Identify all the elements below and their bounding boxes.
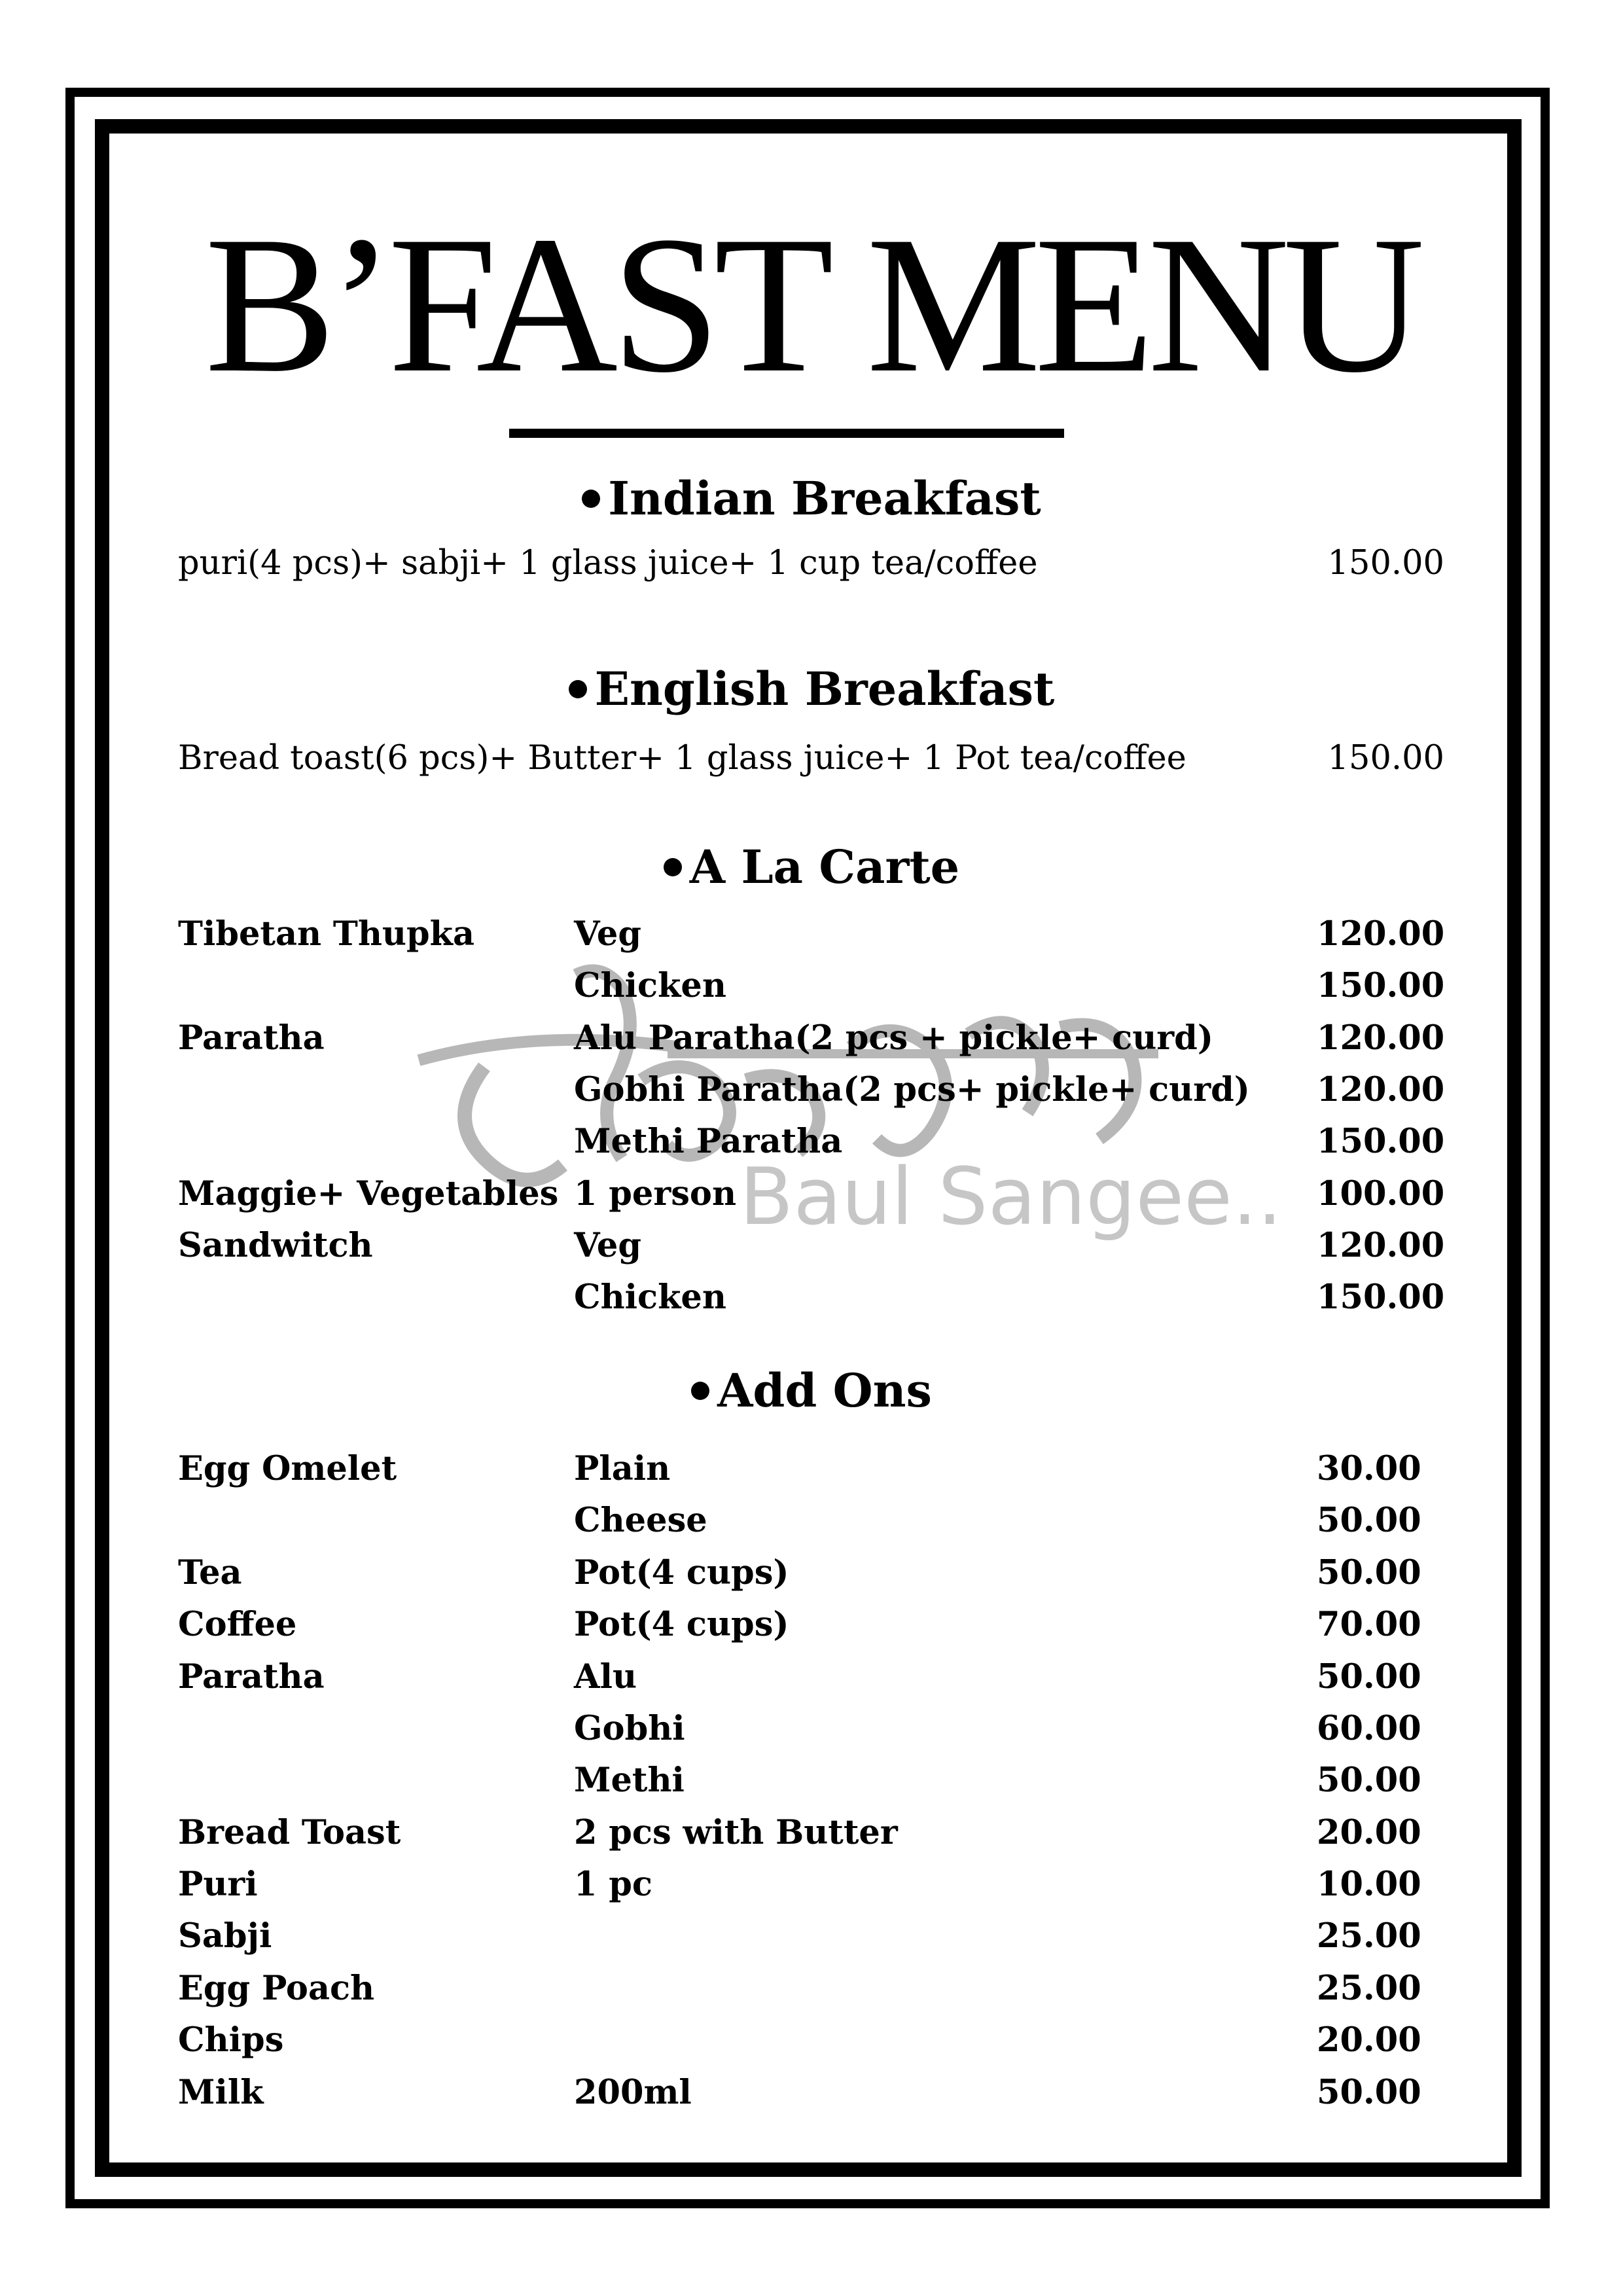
item-price: 150.00 [1317, 966, 1445, 1005]
menu-row [178, 1651, 1444, 1702]
item-variant: Chicken [574, 966, 726, 1005]
item-price: 150.00 [1317, 1122, 1445, 1161]
menu-row [178, 1963, 1444, 2014]
item-name: Milk [178, 2073, 264, 2112]
item-name: Chips [178, 2020, 284, 2060]
menu-row [178, 1547, 1444, 1598]
item-name: Egg Omelet [178, 1449, 397, 1488]
item-name: Coffee [178, 1605, 297, 1644]
item-variant: Plain [574, 1449, 671, 1488]
item-variant: 200ml [574, 2073, 692, 2112]
menu-row [178, 1013, 1444, 1064]
section-heading-english [0, 663, 1623, 715]
combo-row-english [178, 736, 1444, 781]
menu-row [178, 1703, 1444, 1754]
item-price: 60.00 [1317, 1709, 1421, 1748]
section-heading-indian [0, 473, 1623, 525]
section-heading-label: English Breakfast [594, 662, 1055, 716]
item-variant: 1 person [574, 1174, 737, 1213]
menu-row [178, 1807, 1444, 1858]
item-variant: Pot(4 cups) [574, 1553, 789, 1592]
bullet-icon [569, 680, 587, 698]
item-name: Puri [178, 1865, 258, 1904]
item-price: 50.00 [1317, 1761, 1421, 1800]
section-heading-label: A La Carte [689, 840, 960, 894]
item-price: 120.00 [1317, 1226, 1445, 1265]
menu-row [178, 1064, 1444, 1115]
item-variant: 2 pcs with Butter [574, 1813, 898, 1852]
menu-row [178, 908, 1444, 960]
item-price: 120.00 [1317, 1018, 1445, 1058]
item-price: 50.00 [1317, 1501, 1421, 1540]
item-name: Tibetan Thupka [178, 914, 475, 954]
item-price: 120.00 [1317, 1070, 1445, 1109]
menu-row [178, 2015, 1444, 2066]
item-price: 50.00 [1317, 2073, 1421, 2112]
menu-row [178, 1910, 1444, 1962]
menu-row [178, 1272, 1444, 1323]
item-price: 100.00 [1317, 1174, 1445, 1213]
item-variant: Cheese [574, 1501, 707, 1540]
item-price: 150.00 [1317, 1278, 1445, 1317]
menu-row [178, 960, 1444, 1011]
item-variant: Alu [574, 1657, 637, 1696]
section-heading-add-ons [0, 1365, 1623, 1417]
item-name: Bread Toast [178, 1813, 401, 1852]
item-variant: Veg [574, 1226, 641, 1265]
item-variant: Methi Paratha [574, 1122, 843, 1161]
combo-description: puri(4 pcs)+ sabji+ 1 glass juice+ 1 cup tea/coffee [178, 544, 1038, 583]
item-price: 30.00 [1317, 1449, 1421, 1488]
item-name: Paratha [178, 1657, 325, 1696]
bullet-icon [582, 490, 600, 508]
item-price: 20.00 [1317, 1813, 1421, 1852]
title-underline [509, 429, 1064, 438]
section-heading-label: Indian Breakfast [608, 471, 1041, 526]
item-variant: Gobhi [574, 1709, 685, 1748]
item-variant: Alu Paratha(2 pcs + pickle+ curd) [574, 1018, 1213, 1058]
item-price: 10.00 [1317, 1865, 1421, 1904]
combo-description: Bread toast(6 pcs)+ Butter+ 1 glass juice+ 1 Pot tea/coffee [178, 739, 1186, 778]
menu-row [178, 1220, 1444, 1271]
combo-price: 150.00 [1327, 544, 1444, 583]
bullet-icon [664, 858, 682, 876]
menu-row [178, 1443, 1444, 1494]
menu-row [178, 1168, 1444, 1219]
page-title: B’FAST MENU [204, 196, 1419, 413]
menu-row [178, 2067, 1444, 2118]
item-name: Paratha [178, 1018, 325, 1058]
item-price: 120.00 [1317, 914, 1445, 954]
section-heading-a-la-carte [0, 841, 1623, 893]
menu-row [178, 1116, 1444, 1167]
combo-row-indian [178, 541, 1444, 586]
item-variant: Chicken [574, 1278, 726, 1317]
menu-row [178, 1495, 1444, 1546]
item-name: Egg Poach [178, 1969, 375, 2008]
item-name: Sandwitch [178, 1226, 373, 1265]
item-price: 50.00 [1317, 1553, 1421, 1592]
watermark-text: Baul Sangee.. [740, 1152, 1283, 1243]
menu-row [178, 1755, 1444, 1806]
item-name: Maggie+ Vegetables [178, 1174, 559, 1213]
item-price: 50.00 [1317, 1657, 1421, 1696]
section-heading-label: Add Ons [717, 1363, 932, 1418]
item-price: 70.00 [1317, 1605, 1421, 1644]
item-variant: Gobhi Paratha(2 pcs+ pickle+ curd) [574, 1070, 1250, 1109]
item-name: Tea [178, 1553, 242, 1592]
item-variant: Veg [574, 914, 641, 954]
item-name: Sabji [178, 1916, 272, 1956]
item-price: 25.00 [1317, 1969, 1421, 2008]
item-variant: 1 pc [574, 1865, 652, 1904]
menu-row [178, 1599, 1444, 1650]
item-variant: Pot(4 cups) [574, 1605, 789, 1644]
item-variant: Methi [574, 1761, 685, 1800]
combo-price: 150.00 [1327, 739, 1444, 778]
bullet-icon [691, 1382, 709, 1400]
item-price: 25.00 [1317, 1916, 1421, 1956]
item-price: 20.00 [1317, 2020, 1421, 2060]
menu-row [178, 1859, 1444, 1910]
